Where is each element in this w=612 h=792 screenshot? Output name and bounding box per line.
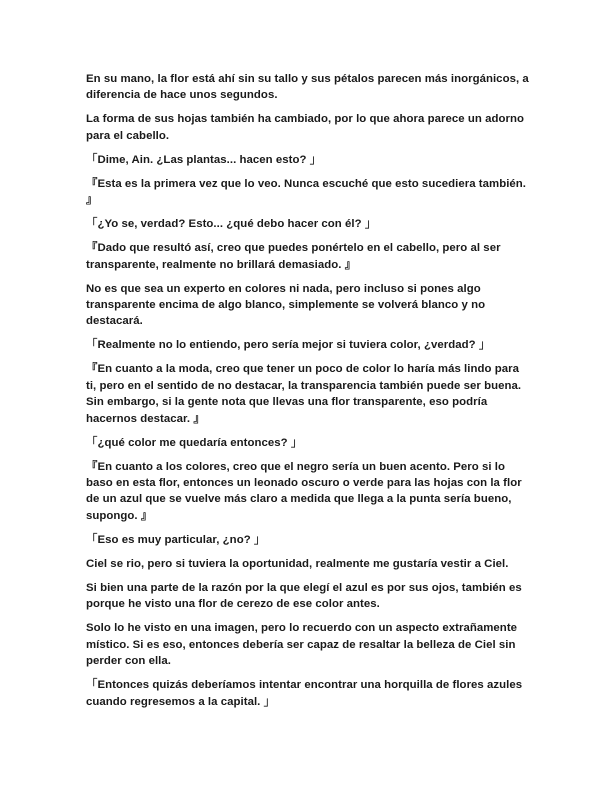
- paragraph-1: En su mano, la flor está ahí sin su tallo y sus pétalos parecen más inorgánicos, a diferencia de hace unos segundos.: [86, 73, 529, 102]
- paragraph-5: Si bien una parte de la razón por la que elegí el azul es por sus ojos, también es porque he visto una flor de cerezo de ese color antes.: [86, 581, 522, 611]
- paragraph-3: No es que sea un experto en colores ni nada, pero incluso si pones algo transparente encima de algo blanco, simplemente se volverá blanco y no destacará.: [86, 282, 486, 328]
- dialogue-line-3: 「¿Yo se, verdad? Esto... ¿qué debo hacer con él? 」: [86, 218, 377, 231]
- dialogue-line-6: 『En cuanto a la moda, creo que tener un poco de color lo haría más lindo para ti, pero en el sentido de no destacar, la transparencia también puede ser buena. Sin embargo, si la gente nota que llevas una flor transparente, eso podría hacernos destacar. 』: [86, 363, 522, 425]
- paragraph-4: Ciel se rio, pero si tuviera la oportunidad, realmente me gustaría vestir a Ciel.: [86, 557, 509, 570]
- dialogue-line-7: 「¿qué color me quedaría entonces? 」: [86, 436, 303, 449]
- paragraph-6: Solo lo he visto en una imagen, pero lo recuerdo con un aspecto extrañamente místico. Si es eso, entonces debería ser capaz de resaltar la belleza de Ciel sin perder con ella.: [86, 622, 518, 668]
- dialogue-line-8: 『En cuanto a los colores, creo que el negro sería un buen acento. Pero si lo baso en esta flor, entonces un leonado oscuro o verde para las hojas con la flor de un azul que se vuelve más claro a medida que llega a la punta sería bueno, supongo. 』: [86, 460, 522, 522]
- dialogue-line-4: 『Dado que resultó así, creo que puedes ponértelo en el cabello, pero al ser transparente, realmente no brillará demasiado. 』: [86, 242, 501, 271]
- dialogue-line-2: 『Esta es la primera vez que lo veo. Nunca escuché que esto sucediera también. 』: [86, 177, 527, 207]
- dialogue-line-5: 「Realmente no lo entiendo, pero sería mejor si tuviera color, ¿verdad? 」: [86, 339, 491, 352]
- paragraph-2: La forma de sus hojas también ha cambiado, por lo que ahora parece un adorno para el cabello.: [86, 113, 525, 142]
- dialogue-line-10: 「Entonces quizás deberíamos intentar encontrar una horquilla de flores azules cuando regresemos a la capital. 」: [86, 679, 523, 708]
- dialogue-line-9: 「Eso es muy particular, ¿no? 」: [86, 533, 266, 546]
- dialogue-line-1: 「Dime, Ain. ¿Las plantas... hacen esto? 」: [86, 153, 322, 166]
- document-page: [86, 71, 530, 718]
